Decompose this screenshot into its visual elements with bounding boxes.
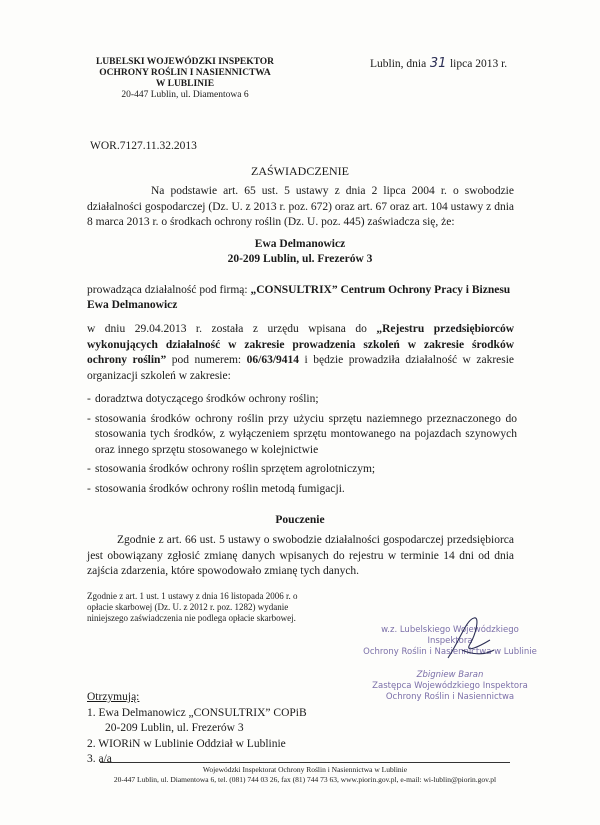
firm-name: „CONSULTRIX” Centrum Ochrony Pracy i Biznesu <box>250 284 511 296</box>
firm-owner: Ewa Delmanowicz <box>87 299 178 311</box>
list-item: - stosowania środków ochrony roślin przy użyciu sprzętu naziemnego przeznaczonego do stosowania tych środków, z wyłączeniem sprzętu montowanego na pojazdach szynowych oraz innego sprzętu stosowanego w kolejnictwie <box>87 412 517 456</box>
registration-number-label: pod numerem: <box>171 354 242 366</box>
recipient-item: 1. Ewa Delmanowicz „CONSULTRIX” COPiB <box>87 706 307 719</box>
registration-date-text: w dniu 29.04.2013 r. została z urzędu wpisana do <box>87 323 367 335</box>
register-name: „Rejestru przedsiębiorców wykonujących działalność w zakresie prowadzenia szkoleń w zakresie środków ochrony roślin” <box>87 323 515 366</box>
issuer-line-2: OCHRONY ROŚLIN I NASIENNICTWA <box>99 68 271 78</box>
date-day-handwritten: 31 <box>429 56 447 71</box>
legal-basis-paragraph: Na podstawie art. 65 ust. 5 ustawy z dnia 2 lipca 2004 r. o swobodzie działalności gospodarczej (Dz. U. z 2013 r. poz. 672) oraz art. 67 oraz art. 104 ustawy z dnia 8 marca 2013 r. o środkach ochrony roślin (Dz. U. poz. 445) zaświadcza się, że: <box>87 185 514 228</box>
issuer-line-1: LUBELSKI WOJEWÓDZKI INSPEKTOR <box>95 57 275 67</box>
registration-number: 06/63/9414 <box>246 354 300 366</box>
handwritten-signature <box>440 610 500 670</box>
instruction-heading: Pouczenie <box>275 514 325 526</box>
instruction-paragraph: Zgodnie z art. 66 ust. 5 ustawy o swobodzie działalności gospodarczej przedsiębiorca jest obowiązany zgłosić zmianę danych wpisanych do rejestru w terminie 14 dni od dnia zajścia zdarzenia, które spowodowało zmianę tych danych. <box>87 534 514 577</box>
firm-prefix: prowadząca działalność pod firmą: <box>87 284 248 296</box>
recipients-block <box>87 690 307 768</box>
date-prefix: Lublin, dnia <box>370 58 427 70</box>
issuer-address: 20-447 Lublin, ul. Diamentowa 6 <box>121 90 249 100</box>
person-block <box>0 237 600 267</box>
reference-number: WOR.7127.11.32.2013 <box>90 140 197 152</box>
scope-list <box>87 392 517 501</box>
person-address: 20-209 Lublin, ul. Frezerów 3 <box>227 253 373 265</box>
stamp-signer: Zbigniew Baran <box>416 670 484 680</box>
document-title: ZAŚWIADCZENIE <box>251 164 349 178</box>
recipients-heading: Otrzymują: <box>87 691 140 703</box>
person-name: Ewa Delmanowicz <box>254 238 346 250</box>
registration-paragraph <box>87 322 514 384</box>
stamp-line-3: Zastępca Wojewódzkiego Inspektora <box>372 681 528 691</box>
footer-line-1: Wojewódzki Inspektorat Ochrony Roślin i Nasiennictwa w Lublinie <box>202 765 408 774</box>
list-item: - doradztwa dotyczącego środków ochrony roślin; <box>87 393 319 405</box>
issuer-header <box>75 57 295 101</box>
firm-block <box>87 283 514 313</box>
page-footer <box>100 762 510 785</box>
footer-line-2: 20-447 Lublin, ul. Diamentowa 6, tel. (081) 744 03 26, fax (81) 744 73 63, www.piorin.gov.pl, e-mail: wi-lublin@piorin.gov.pl <box>113 775 497 784</box>
date-suffix: lipca 2013 r. <box>449 58 508 70</box>
issuer-line-3: W LUBLINIE <box>155 79 215 89</box>
stamp-line-2: Ochrony Roślin i Nasiennictwa w Lublinie <box>363 647 537 657</box>
stamp-line-4: Ochrony Roślin i Nasiennictwa <box>385 692 515 702</box>
recipient-item: 20-209 Lublin, ul. Frezerów 3 <box>105 722 244 734</box>
stamp-line-1: w.z. Lubelskiego Wojewódzkiego Inspektora <box>381 625 519 646</box>
registration-scope-intro: i będzie prowadziła działalność w zakresie organizacji szkoleń w zakresie: <box>87 354 515 382</box>
list-item: - stosowania środków ochrony roślin metodą fumigacji. <box>87 482 345 495</box>
fee-note: Zgodnie z art. 1 ust. 1 ustawy z dnia 16 listopada 2006 r. o opłacie skarbowej (Dz. U. z 2012 r. poz. 1282) wydanie niniejszego zaświadczenia nie podlega opłacie skarbowej. <box>87 591 298 623</box>
list-item: - stosowania środków ochrony roślin sprzętem agrolotniczym; <box>87 463 376 475</box>
recipient-item: 2. WIORiN w Lublinie Oddział w Lublinie <box>87 737 286 750</box>
document-date <box>370 56 507 71</box>
recipient-item: 3. a/a <box>87 753 112 765</box>
